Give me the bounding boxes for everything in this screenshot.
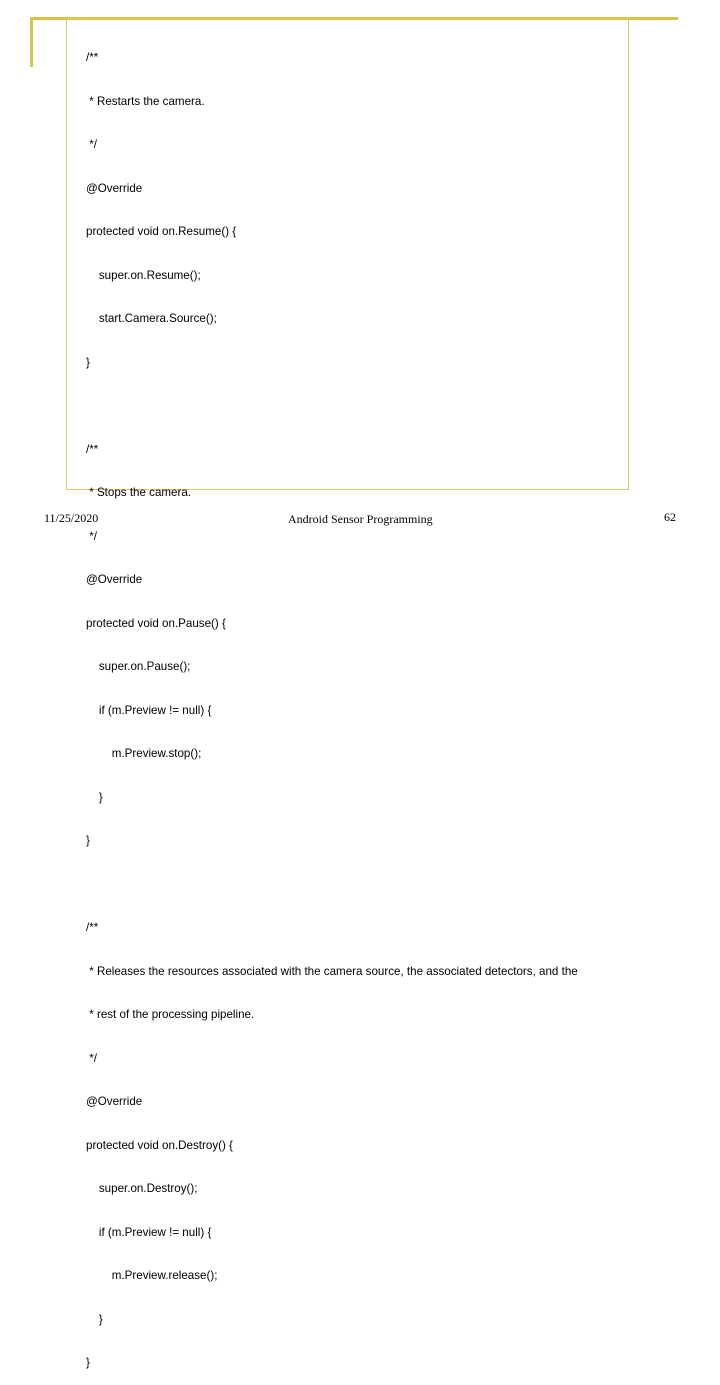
code-line: start.Camera.Source(); bbox=[86, 312, 217, 325]
code-line bbox=[86, 878, 578, 893]
code-line: protected void on.Resume() { bbox=[86, 225, 237, 238]
code-line: protected void on.Pause() { bbox=[86, 616, 226, 630]
code-line: } bbox=[86, 355, 90, 369]
code-block bbox=[86, 22, 578, 1385]
code-line: } bbox=[86, 1356, 90, 1369]
code-line: * rest of the processing pipeline. bbox=[86, 1008, 255, 1021]
code-line: super.on.Destroy(); bbox=[86, 1182, 198, 1195]
code-line: protected void on.Destroy() { bbox=[86, 1138, 233, 1152]
code-line: */ bbox=[86, 1051, 97, 1065]
footer-title: Android Sensor Programming bbox=[288, 512, 433, 526]
code-line: /** bbox=[86, 51, 99, 64]
right-accent-tick bbox=[644, 17, 647, 20]
code-line: @Override bbox=[86, 573, 143, 586]
code-line: if (m.Preview != null) { bbox=[86, 703, 212, 717]
code-line: super.on.Resume(); bbox=[86, 268, 201, 282]
code-line: * Restarts the camera. bbox=[86, 94, 205, 108]
code-line: } bbox=[86, 790, 103, 804]
code-line: * Releases the resources associated with the camera source, the associated detectors, and the bbox=[86, 964, 578, 978]
left-accent-bar bbox=[30, 17, 33, 67]
code-line bbox=[86, 399, 578, 414]
page-number: 62 bbox=[664, 510, 676, 524]
code-line: } bbox=[86, 834, 90, 847]
code-line: if (m.Preview != null) { bbox=[86, 1225, 212, 1239]
code-line: /** bbox=[86, 442, 99, 456]
code-line: */ bbox=[86, 138, 97, 151]
code-line: m.Preview.release(); bbox=[86, 1269, 218, 1282]
code-line: /** bbox=[86, 921, 99, 934]
code-line: m.Preview.stop(); bbox=[86, 747, 202, 760]
footer-date: 11/25/2020 bbox=[44, 511, 99, 525]
code-line: @Override bbox=[86, 181, 143, 195]
code-line: @Override bbox=[86, 1095, 143, 1108]
code-line: */ bbox=[86, 529, 97, 543]
code-line: super.on.Pause(); bbox=[86, 660, 191, 673]
code-line: * Stops the camera. bbox=[86, 486, 192, 499]
code-line: } bbox=[86, 1312, 103, 1326]
